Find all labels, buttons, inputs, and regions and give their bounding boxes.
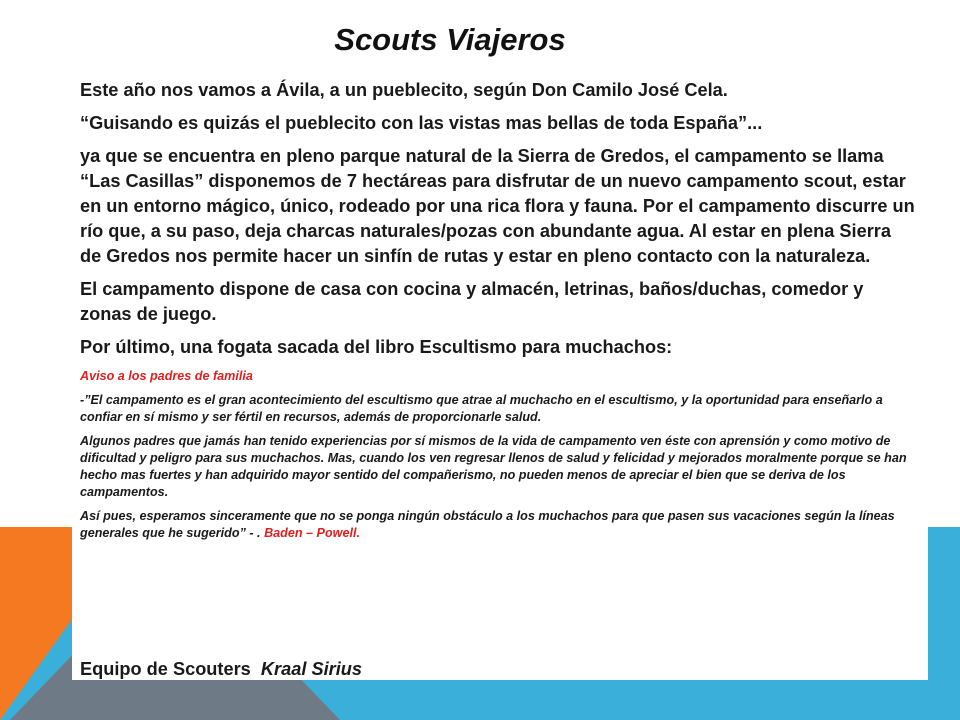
slide-body [80,78,916,549]
signoff [80,659,362,680]
paragraph-cela-quote: “Guisando es quizás el pueblecito con las vistas mas bellas de toda España”... [80,113,763,133]
quote-paragraph-1: -”El campamento es el gran acontecimiento del escultismo que atrae al muchacho en el escultismo, y la oportunidad para enseñarlo a confiar en sí mismo y ser fértil en recursos, además de proporcionarle salud. [80,393,883,424]
slide-title: Scouts Viajeros [334,22,566,57]
paragraph-description: ya que se encuentra en pleno parque natural de la Sierra de Gredos, el campamento se llama “Las Casillas” disponemos de 7 hectáreas para disfrutar de un nuevo campamento scout, estar en un entorno mágico, único, rodeado por una rica flora y fauna. Por el campamento discurre un río que, a su paso, deja charcas naturales/pozas con abundante agua. Al estar en plena Sierra de Gredos nos permite hacer un sinfín de rutas y estar en pleno contacto con la naturaleza. [80,146,915,266]
quote-paragraph-3-text: Así pues, esperamos sinceramente que no se ponga ningún obstáculo a los muchachos para que pasen sus vacaciones según la líneas generales que he sugerido” - . [80,509,895,540]
quote-heading: Aviso a los padres de familia [80,369,253,383]
paragraph-destination: Este año nos vamos a Ávila, a un pueblecito, según Don Camilo José Cela. [80,80,728,100]
paragraph-facilities: El campamento dispone de casa con cocina y almacén, letrinas, baños/duchas, comedor y zonas de juego. [80,279,864,324]
signoff-label: Equipo de Scouters [80,659,251,679]
quote-paragraph-3 [80,508,916,542]
quote-author: Baden – Powell. [264,526,360,540]
signoff-group: Kraal Sirius [260,659,362,679]
quote-paragraph-2: Algunos padres que jamás han tenido experiencias por sí mismos de la vida de campamento ven éste con aprensión y como motivo de dificultad y peligro para sus muchachos. Mas, cuando los ven regresar llenos de salud y felicidad y mejorados moralmente porque se han hecho mas fuertes y han adquirido mayor sentido del compañerismo, no pueden menos de apreciar el bien que se deriva de los campamentos. [80,434,907,499]
paragraph-intro-quote: Por último, una fogata sacada del libro Escultismo para muchachos: [80,337,673,357]
